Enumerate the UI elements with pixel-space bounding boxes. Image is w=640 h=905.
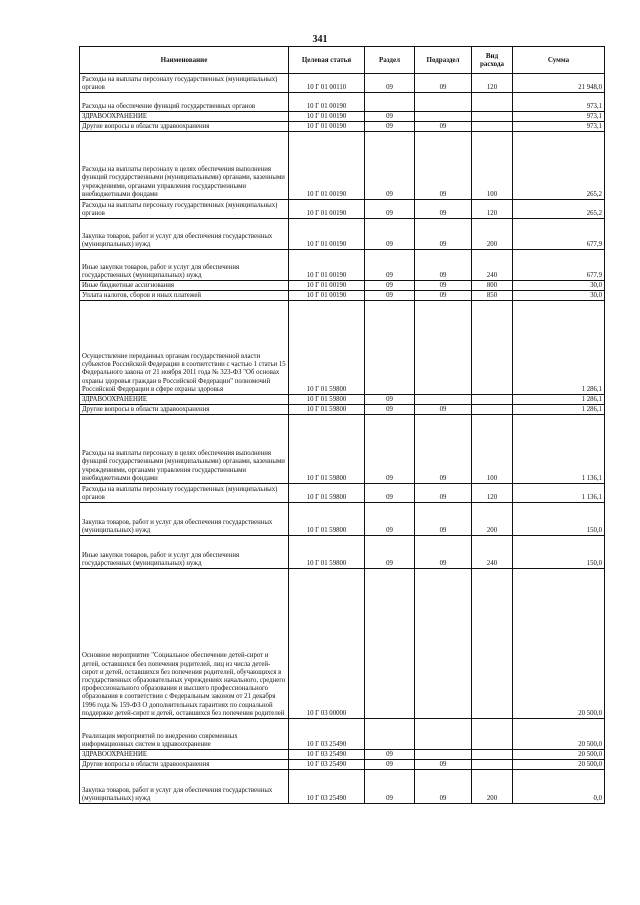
row-subsection: 09: [415, 219, 472, 250]
row-name: Расходы на выплаты персоналу государственных (муниципальных) органов: [80, 74, 289, 93]
table-row: [80, 770, 605, 804]
row-name: Расходы на выплаты персоналу в целях обеспечения выполнения функций государственными (муниципальными) органами, казенными учреждениями, органами управления государственными внебюджетными фондами: [80, 132, 289, 200]
row-subsection: [415, 93, 472, 112]
row-subsection: 09: [415, 281, 472, 291]
table-row: [80, 503, 605, 536]
row-amount: 20 500,0: [513, 750, 605, 760]
row-name: Иные закупки товаров, работ и услуг для обеспечения государственных (муниципальных) нужд: [80, 250, 289, 281]
row-amount: 265,2: [513, 132, 605, 200]
row-name: Расходы на выплаты персоналу в целях обеспечения выполнения функций государственными (муниципальными) органами, казенными учреждениями, органами управления государственными внебюджетными фондами: [80, 415, 289, 484]
header-expense-type: Вид расхода: [472, 47, 513, 74]
row-target-code: 10 Г 01 59800: [289, 395, 365, 405]
row-target-code: 10 Г 01 00190: [289, 200, 365, 219]
table-row: [80, 750, 605, 760]
row-target-code: 10 Г 01 00190: [289, 122, 365, 132]
page-number: 341: [312, 34, 328, 45]
row-amount: 677,9: [513, 250, 605, 281]
row-name: ЗДРАВООХРАНЕНИЕ: [80, 395, 289, 405]
row-subsection: 09: [415, 770, 472, 804]
table-row: [80, 569, 605, 719]
row-target-code: 10 Г 01 00190: [289, 281, 365, 291]
row-amount: 1 136,1: [513, 415, 605, 484]
row-section: 09: [365, 760, 415, 770]
row-expense-type: 240: [472, 250, 513, 281]
row-amount: 265,2: [513, 200, 605, 219]
row-expense-type: [472, 719, 513, 750]
row-expense-type: 100: [472, 415, 513, 484]
row-target-code: 10 Г 01 00190: [289, 219, 365, 250]
row-subsection: [415, 719, 472, 750]
row-section: [365, 93, 415, 112]
row-expense-type: [472, 405, 513, 415]
row-subsection: 09: [415, 200, 472, 219]
row-target-code: 10 Г 01 00190: [289, 93, 365, 112]
row-expense-type: 120: [472, 74, 513, 93]
row-target-code: 10 Г 01 00190: [289, 112, 365, 122]
row-subsection: [415, 395, 472, 405]
row-expense-type: 200: [472, 770, 513, 804]
row-amount: 20 500,0: [513, 569, 605, 719]
row-section: 09: [365, 74, 415, 93]
row-expense-type: 200: [472, 219, 513, 250]
table-row: [80, 132, 605, 200]
row-amount: 20 500,0: [513, 719, 605, 750]
table-row: [80, 93, 605, 112]
row-name: Реализация мероприятий по внедрению современных информационных систем в здравоохранение: [80, 719, 289, 750]
row-name: Другие вопросы в области здравоохранения: [80, 760, 289, 770]
row-expense-type: [472, 569, 513, 719]
row-amount: 973,1: [513, 112, 605, 122]
row-section: 09: [365, 112, 415, 122]
table-row: [80, 200, 605, 219]
row-target-code: 10 Г 01 59800: [289, 405, 365, 415]
row-target-code: 10 Г 03 00000: [289, 569, 365, 719]
row-section: 09: [365, 291, 415, 301]
table-row: [80, 395, 605, 405]
row-expense-type: 850: [472, 291, 513, 301]
row-target-code: 10 Г 01 59800: [289, 536, 365, 569]
row-target-code: 10 Г 01 00190: [289, 291, 365, 301]
row-expense-type: 800: [472, 281, 513, 291]
row-name: Другие вопросы в области здравоохранения: [80, 405, 289, 415]
row-target-code: 10 Г 01 59800: [289, 484, 365, 503]
table-row: [80, 415, 605, 484]
row-section: 09: [365, 536, 415, 569]
row-section: 09: [365, 250, 415, 281]
row-amount: 150,0: [513, 503, 605, 536]
row-subsection: 09: [415, 415, 472, 484]
row-name: Другие вопросы в области здравоохранения: [80, 122, 289, 132]
row-name: Расходы на выплаты персоналу государственных (муниципальных) органов: [80, 200, 289, 219]
row-expense-type: [472, 301, 513, 395]
row-subsection: 09: [415, 250, 472, 281]
row-expense-type: 200: [472, 503, 513, 536]
table-row: [80, 405, 605, 415]
row-subsection: [415, 301, 472, 395]
row-subsection: [415, 750, 472, 760]
row-section: 09: [365, 415, 415, 484]
row-target-code: 10 Г 03 25490: [289, 719, 365, 750]
row-section: 09: [365, 405, 415, 415]
table-row: [80, 122, 605, 132]
row-expense-type: [472, 395, 513, 405]
row-amount: 1 286,1: [513, 405, 605, 415]
table-row: [80, 291, 605, 301]
row-amount: 1 286,1: [513, 395, 605, 405]
row-section: [365, 719, 415, 750]
row-subsection: [415, 112, 472, 122]
table-row: [80, 536, 605, 569]
header-name: Наименование: [80, 47, 289, 74]
table-body: [80, 74, 605, 804]
row-amount: 30,0: [513, 291, 605, 301]
row-subsection: 09: [415, 132, 472, 200]
row-subsection: 09: [415, 760, 472, 770]
row-expense-type: [472, 760, 513, 770]
row-section: 09: [365, 484, 415, 503]
row-expense-type: 120: [472, 200, 513, 219]
row-name: Расходы на выплаты персоналу государственных (муниципальных) органов: [80, 484, 289, 503]
row-amount: 21 948,0: [513, 74, 605, 93]
row-name: Иные бюджетные ассигнования: [80, 281, 289, 291]
row-name: Закупка товаров, работ и услуг для обеспечения государственных (муниципальных) нужд: [80, 770, 289, 804]
row-subsection: 09: [415, 291, 472, 301]
table-row: [80, 719, 605, 750]
table-row: [80, 219, 605, 250]
table-row: [80, 301, 605, 395]
row-expense-type: 240: [472, 536, 513, 569]
row-section: 09: [365, 200, 415, 219]
row-target-code: 10 Г 01 59800: [289, 301, 365, 395]
row-subsection: 09: [415, 74, 472, 93]
row-target-code: 10 Г 01 00110: [289, 74, 365, 93]
row-subsection: 09: [415, 484, 472, 503]
row-amount: 973,1: [513, 122, 605, 132]
row-subsection: 09: [415, 122, 472, 132]
row-amount: 150,0: [513, 536, 605, 569]
row-amount: 1 286,1: [513, 301, 605, 395]
table-row: [80, 281, 605, 291]
row-target-code: 10 Г 01 59800: [289, 503, 365, 536]
table-row: [80, 74, 605, 93]
row-name: Основное мероприятие "Социальное обеспечение детей-сирот и детей, оставшихся без попечения родителей, лиц из числа детей-сирот и детей, оставшихся без попечения родителей, обучающихся в государственных образовательных учреждениях начального, среднего профессионального образования и высшего профессионального образования в соответствии с Федеральным законом от 21 декабря 1996 года № 159-ФЗ О дополнительных гарантиях по социальной поддержке детей-сирот и детей, оставшихся без попечения родителей: [80, 569, 289, 719]
row-section: 09: [365, 503, 415, 536]
table-header: [80, 47, 605, 74]
row-amount: 0,0: [513, 770, 605, 804]
row-subsection: 09: [415, 503, 472, 536]
row-amount: 677,9: [513, 219, 605, 250]
row-name: Уплата налогов, сборов и иных платежей: [80, 291, 289, 301]
row-name: Закупка товаров, работ и услуг для обеспечения государственных (муниципальных) нужд: [80, 219, 289, 250]
row-amount: 1 136,1: [513, 484, 605, 503]
row-amount: 30,0: [513, 281, 605, 291]
row-name: Осуществление переданных органам государственной власти субъектов Российской Федерации в соответствии с частью 1 статьи 15 Федерального закона от 21 ноября 2011 года № 323-ФЗ "Об основах охраны здоровья граждан в Российской Федерации" полномочий Российской Федерации в сфере охраны здоровья: [80, 301, 289, 395]
row-section: [365, 301, 415, 395]
row-expense-type: 100: [472, 132, 513, 200]
header-section: Раздел: [365, 47, 415, 74]
row-section: 09: [365, 219, 415, 250]
row-section: [365, 569, 415, 719]
row-target-code: 10 Г 01 00190: [289, 250, 365, 281]
row-name: ЗДРАВООХРАНЕНИЕ: [80, 750, 289, 760]
row-section: 09: [365, 122, 415, 132]
table-row: [80, 250, 605, 281]
row-expense-type: [472, 93, 513, 112]
header-code: Целевая статья: [289, 47, 365, 74]
row-expense-type: [472, 750, 513, 760]
row-section: 09: [365, 395, 415, 405]
row-amount: 20 500,0: [513, 760, 605, 770]
row-subsection: 09: [415, 405, 472, 415]
row-section: 09: [365, 770, 415, 804]
row-expense-type: [472, 112, 513, 122]
header-amount: Сумма: [513, 47, 605, 74]
row-expense-type: 120: [472, 484, 513, 503]
row-target-code: 10 Г 03 25490: [289, 770, 365, 804]
row-target-code: 10 Г 03 25490: [289, 760, 365, 770]
header-subsection: Подраздел: [415, 47, 472, 74]
row-name: ЗДРАВООХРАНЕНИЕ: [80, 112, 289, 122]
row-section: 09: [365, 132, 415, 200]
row-subsection: 09: [415, 536, 472, 569]
row-name: Закупка товаров, работ и услуг для обеспечения государственных (муниципальных) нужд: [80, 503, 289, 536]
row-target-code: 10 Г 01 00190: [289, 132, 365, 200]
row-target-code: 10 Г 01 59800: [289, 415, 365, 484]
row-target-code: 10 Г 03 25490: [289, 750, 365, 760]
row-expense-type: [472, 122, 513, 132]
row-section: 09: [365, 750, 415, 760]
row-section: 09: [365, 281, 415, 291]
table-row: [80, 484, 605, 503]
budget-table: [79, 46, 605, 804]
row-name: Иные закупки товаров, работ и услуг для обеспечения государственных (муниципальных) нужд: [80, 536, 289, 569]
row-name: Расходы на обеспечение функций государственных органов: [80, 93, 289, 112]
row-amount: 973,1: [513, 93, 605, 112]
row-subsection: [415, 569, 472, 719]
table-row: [80, 760, 605, 770]
table-row: [80, 112, 605, 122]
